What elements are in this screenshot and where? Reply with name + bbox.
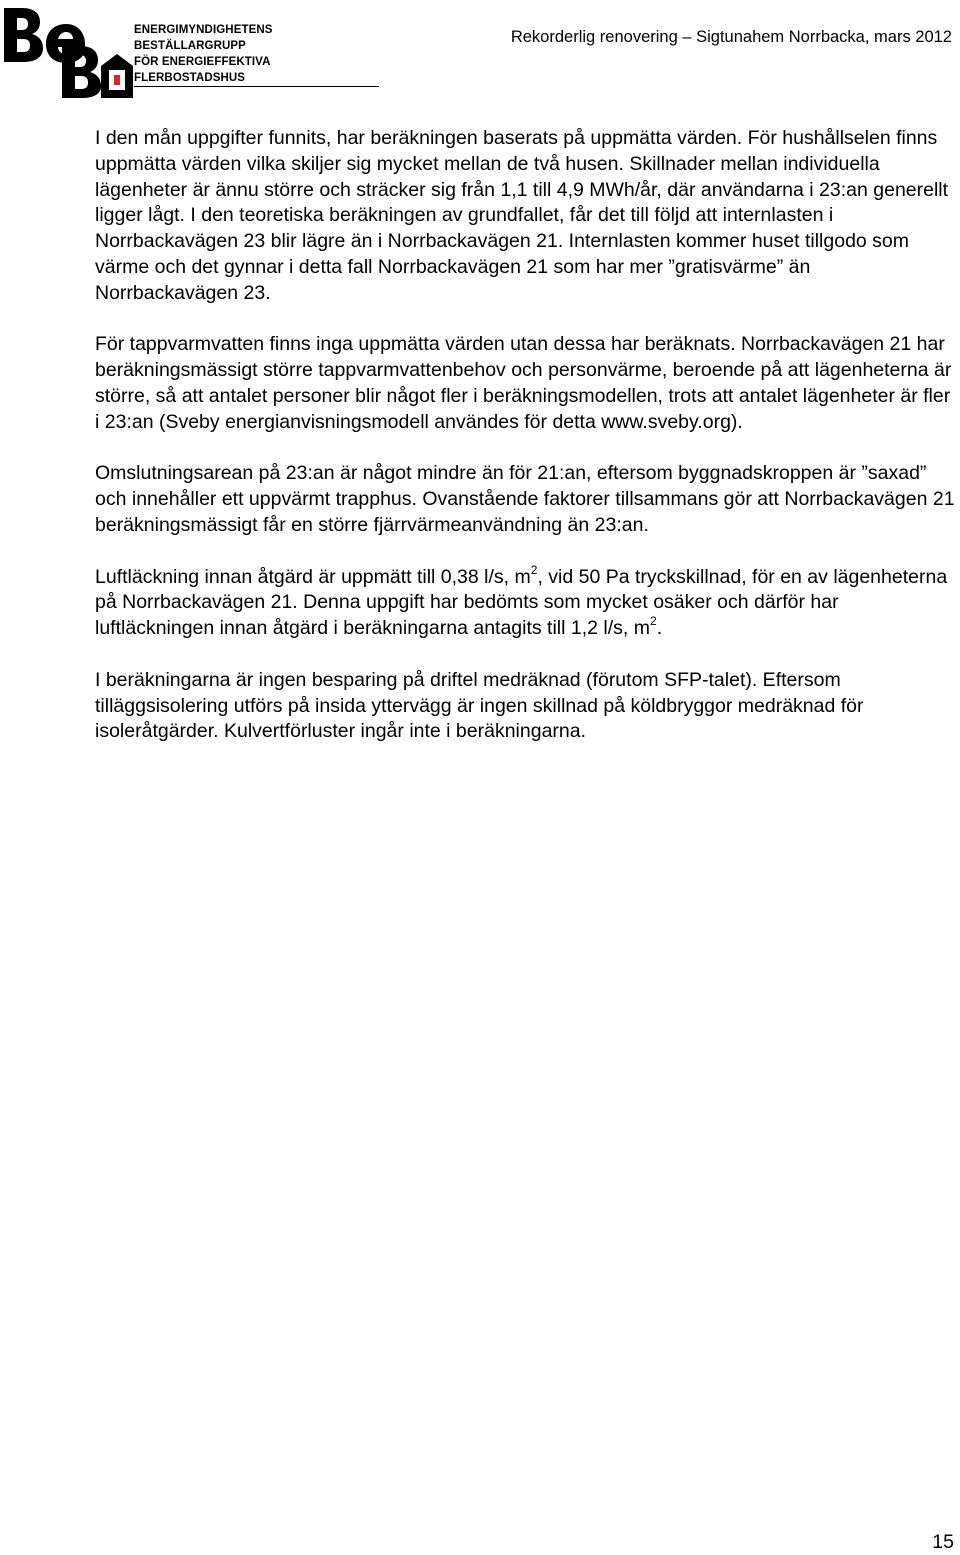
- superscript-2: 2: [650, 614, 657, 629]
- superscript-2: 2: [530, 562, 538, 577]
- page-body: [95, 126, 955, 771]
- document-title: Rekorderlig renovering – Sigtunahem Norrbacka, mars 2012: [510, 28, 952, 46]
- bebo-logo: [2, 2, 134, 98]
- paragraph-hot-water: För tappvarmvatten finns inga uppmätta värden utan dessa har beräknats. Norrbackavägen 21 har beräkningsmässigt större tappvarmvattenbehov och personvärme, beroende på att lägenheterna är större, så att antalet personer blir något fler i beräkningsmodellen, trots att antalet lägenheter är fler i 23:an (Sveby energianvisningsmodell användes för detta www.sveby.org).: [95, 333, 952, 433]
- paragraph-envelope-area: Omslutningsarean på 23:an är något mindre än för 21:an, eftersom byggnadskroppen är ”saxad” och innehåller ett uppvärmt trapphus. Ovanstående faktorer tillsammans gör att Norrbackavägen 21 beräkningsmässigt får en större fjärrvärmeanvändning än 23:an.: [95, 462, 955, 536]
- page-header: [0, 0, 960, 100]
- paragraph-savings: I beräkningarna är ingen besparing på driftel medräknad (förutom SFP-talet). Eftersom tilläggsisolering utförs på insida yttervägg är ingen skillnad på köldbryggor medräknad för isoleråtgärder. Kulvertförluster ingår inte i beräkningarna.: [95, 668, 864, 743]
- air-leakage-text-1: Luftläckning innan åtgärd är uppmätt till 0,38 l/s, m: [95, 565, 531, 588]
- organization-name-line-2: FÖR ENERGIEFFEKTIVA FLERBOSTADSHUS: [134, 54, 379, 87]
- paragraph-internal-load: I den mån uppgifter funnits, har beräkningen baserats på uppmätta värden. För hushållselen finns uppmätta värden vilka skiljer sig mycket mellan de två husen. Skillnader mellan individuella lägenheter är ännu större och sträcker sig från 1,1 till 4,9 MWh/år, där användarna i 23:an generellt ligger lågt. I den teoretiska beräkningen av grundfallet, får det till följd att internlasten i Norrbackavägen 23 blir lägre än i Norrbackavägen 21. Internlasten kommer huset tillgodo som värme och det gynnar i detta fall Norrbackavägen 21 som har mer ”gratisvärme” än Norrbackavägen 23.: [95, 127, 949, 304]
- page-number: 15: [932, 1531, 954, 1553]
- air-leakage-text-2: , vid 50 Pa tryckskillnad, för en av lägenheterna på Norrbackavägen 21. Denna uppgift har bedömts som mycket osäker och därför har luftläckningen innan åtgärd i beräkningarna antagits till 1,2 l/s, m: [95, 565, 948, 640]
- organization-name: [134, 22, 379, 87]
- air-leakage-text-3: .: [656, 617, 663, 640]
- organization-name-line-1: ENERGIMYNDIGHETENS BESTÄLLARGRUPP: [134, 24, 273, 52]
- paragraph-air-leakage: [95, 562, 955, 642]
